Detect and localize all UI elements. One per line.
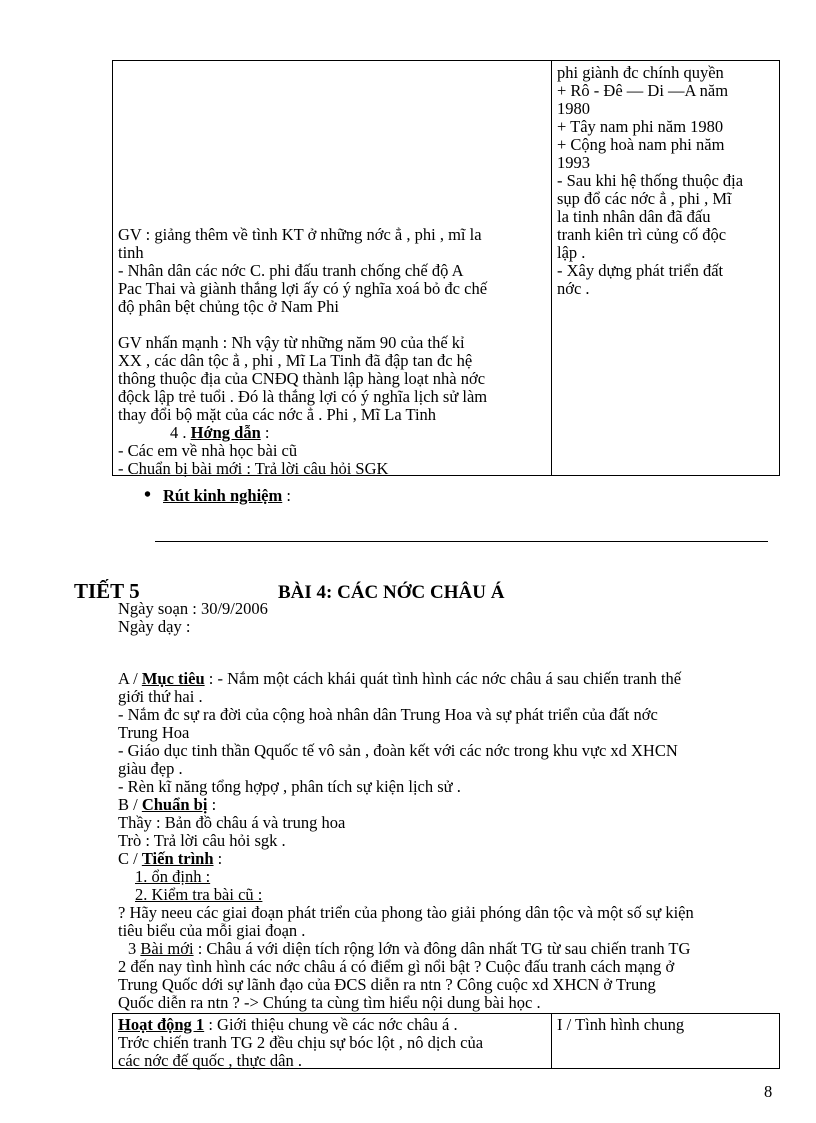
bottom-table-divider [551,1013,552,1069]
step3-line: Quốc diễn ra ntn ? -> Chúng ta cùng tìm hiểu nội dung bài học . [118,993,541,1012]
process-step-1: 1. ổn định : [135,867,211,886]
guide-heading: 4 . Hớng dẫn : [170,423,270,442]
objective-line: - Nắm đc sự ra đời của cộng hoà nhân dân Trung Hoa và sự phát triển của đất nớc [118,705,658,724]
objective-line: - Giáo dục tinh thần Qquốc tế vô sản , đoàn kết với các nớc trong khu vực xd XHCN [118,741,678,760]
objectives-section: A / Mục tiêu : - Nắm một cách khái quát tình hình các nớc châu á sau chiến tranh thế giới thứ hai . - Nắm đc sự ra đời của cộng hoà nhân dân Trung Hoa và sự phát triển của đất nớc Trung Hoa - Giáo dục tinh thần Qquốc tế vô sản , đoàn kết với các nớc trong khu vực xd XHCN giàu đẹp . - Rèn kĩ năng tổng hợpợ , phân tích sự kiện lịch sử . B / Chuẩn bị : Thầy : Bản đồ châu á và trung hoa Trò : Trả lời câu hỏi sgk . C / Tiến trình : 1. ổn định : 2. Kiểm tra bài cũ : ? Hãy neeu các giai đoạn phát triển của phong tào giải phóng dân tộc và một số sự kiện tiêu biểu của mỗi giai đoạn . 3 Bài mới : Châu á với diện tích rộng lớn và đông dân nhất TG từ sau chiến tranh TG 2 đến nay tình hình các nớc châu á có điểm gì nổi bật ? Cuộc đấu tranh cách mạng ở Trung Quốc dới sự lãnh đạo của ĐCS diễn ra ntn ? Công cuộc xd XHCN ở Trung Quốc diễn ra ntn ? -> Chúng ta cùng tìm hiểu nội dung bài học . [118,669,694,1012]
left-line: GV nhấn mạnh : Nh vậy từ những năm 90 của thế kỉ [118,333,465,352]
objective-line: giới thứ hai . [118,687,203,706]
guide-line: - Các em về nhà học bài cũ [118,441,298,460]
left-line: XX , các dân tộc ẳ , phi , Mĩ La Tinh đã đập tan đc hệ [118,351,473,370]
bullet-icon: • [144,484,152,506]
right-line: + Tây nam phi năm 1980 [557,117,724,136]
left-line: tinh [118,243,144,262]
right-line: la tinh nhân dân đã đấu [557,207,711,226]
experience-title: Rút kinh nghiệm [163,486,283,505]
right-line: nớc . [557,279,590,298]
bottom-table-left-cell: Hoạt động 1 : Giới thiệu chung về các nớc châu á . Trớc chiến tranh TG 2 đều chịu sự bóc lột , nô dịch của các nớc đế quốc , thực dân . [118,1016,548,1070]
preparation-line: Thầy : Bản đồ châu á và trung hoa [118,813,346,832]
step3-line: Trung Quốc dới sự lãnh đạo của ĐCS diễn ra ntn ? Công cuộc xd XHCN ở Trung [118,975,656,994]
prep-date: Ngày soạn : 30/9/2006 [118,599,268,618]
process-title: Tiến trình [141,849,214,868]
right-line: + Cộng hoà nam phi năm [557,135,725,154]
experience-heading: • Rút kinh nghiệm : [144,484,291,506]
lesson-title: BÀI 4: CÁC NỚC CHÂU Á [278,582,505,603]
left-line: thay đổi bộ mặt của các nớc ẳ . Phi , Mĩ La Tinh [118,405,437,424]
top-table-right-cell [557,64,779,298]
right-line: sụp đổ các nớc ẳ , phi , Mĩ [557,189,732,208]
divider-line [155,541,768,542]
right-line: phi giành đc chính quyền [557,63,724,82]
blank-line [118,316,548,334]
process-step-2: 2. Kiểm tra bài cũ : [135,885,263,904]
right-line: + Rô - Đê — Di —A năm [557,81,729,100]
preparation-title: Chuẩn bị [141,795,208,814]
teach-date: Ngày dạy : [118,617,191,636]
guide-line: - Chuẩn bị bài mới : Trả lời câu hỏi SGK [118,459,389,478]
activity-line: các nớc đế quốc , thực dân . [118,1051,302,1070]
question-line: tiêu biểu của mỗi giai đoạn . [118,921,306,940]
top-table-left-cell [118,226,548,478]
right-line: lập . [557,243,586,262]
left-line: độck lập trẻ tuổi . Đó là thắng lợi có ý nghĩa lịch sử làm [118,387,488,406]
objective-line: giàu đẹp . [118,759,183,778]
guide-title: Hớng dẫn [190,423,261,442]
objectives-title: Mục tiêu [141,669,205,688]
right-line: - Sau khi hệ thống thuộc địa [557,171,744,190]
right-line: 1993 [557,153,590,172]
left-line: - Nhân dân các nớc C. phi đấu tranh chống chế độ A [118,261,464,280]
section-heading: I / Tình hình chung [557,1015,685,1034]
top-table-divider [551,60,552,476]
right-line: tranh kiên trì củng cố độc [557,225,727,244]
left-line: GV : giảng thêm về tình KT ở những nớc ẳ , phi , mĩ la [118,225,482,244]
right-line: - Xây dựng phát triển đất [557,261,724,280]
objective-line: - Rèn kĩ năng tổng hợpợ , phân tích sự kiện lịch sử . [118,777,461,796]
right-line: 1980 [557,99,590,118]
process-step-3: Bài mới [140,939,194,958]
left-line: thông thuộc địa của CNĐQ thành lập hàng loạt nhà nớc [118,369,486,388]
page-number: 8 [764,1082,773,1101]
step3-line: 2 đến nay tình hình các nớc châu á có điểm gì nổi bật ? Cuộc đấu tranh cách mạng ở [118,957,675,976]
activity-line: Trớc chiến tranh TG 2 đều chịu sự bóc lột , nô dịch của [118,1033,484,1052]
objective-line: Trung Hoa [118,723,190,742]
question-line: ? Hãy neeu các giai đoạn phát triển của phong tào giải phóng dân tộc và một số sự kiện [118,903,694,922]
preparation-line: Trò : Trả lời câu hỏi sgk . [118,831,286,850]
activity-title: Hoạt động 1 [118,1015,205,1034]
bottom-table-right-cell [557,1016,779,1034]
left-line: Pac Thai và giành thắng lợi ấy có ý nghĩa xoá bỏ đc chế [118,279,488,298]
period-label: TIẾT 5 [74,579,140,603]
left-line: độ phân bệt chủng tộc ở Nam Phi [118,297,339,316]
